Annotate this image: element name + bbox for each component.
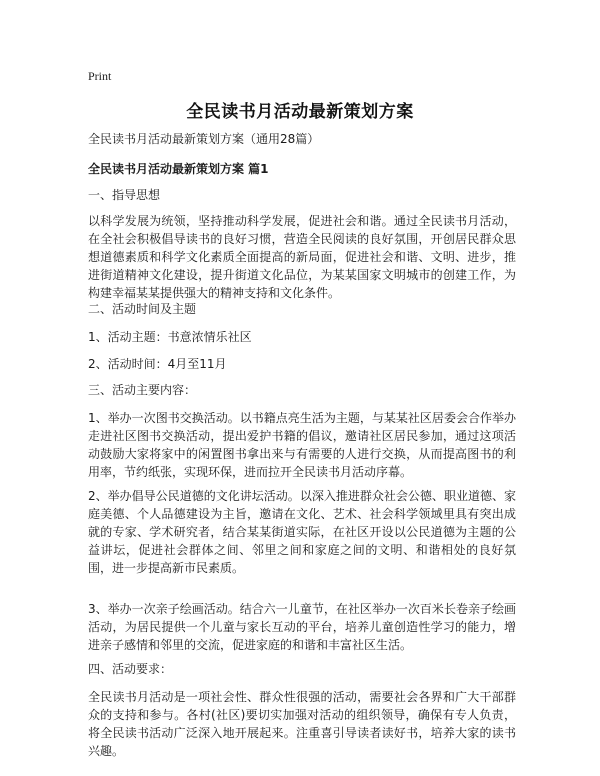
- document-title: 全民读书月活动最新策划方案: [186, 102, 414, 122]
- heading-main-content: 三、活动主要内容：: [88, 383, 197, 397]
- section-title: 全民读书月活动最新策划方案 篇1: [88, 162, 269, 176]
- paragraph-requirements: 全民读书月活动是一项社会性、群众性很强的活动，需要社会各界和广大干部群众的支持和参与。各村(社区)要切实加强对活动的组织领导，确保有专人负责，将全民读书活动广泛深入地开展起来。注重喜引导读者读好书，培养大家的读书兴趣。: [88, 690, 516, 758]
- heading-requirements: 四、活动要求：: [88, 662, 173, 676]
- print-link[interactable]: Print: [88, 69, 112, 83]
- heading-time-and-theme: 二、活动时间及主题: [88, 302, 197, 316]
- content-item-family-painting: 3、举办一次亲子绘画活动。结合六一儿童节，在社区举办一次百米长卷亲子绘画活动，为居民提供一个儿童与家长互动的平台，培养儿童创造性学习的能力，增进亲子感情和邻里的交流，促进家庭的和谐和丰富社区生活。: [88, 602, 516, 652]
- heading-guiding-ideology: 一、指导思想: [88, 188, 161, 202]
- content-item-book-exchange: 1、举办一次图书交换活动。以书籍点亮生活为主题，与某某社区居委会合作举办走进社区图书交换活动，提出爱护书籍的倡议，邀请社区居民参加，通过这项活动鼓励大家将家中的闲置图书拿出来与有需要的人进行交换，从而提高图书的利用率，节约纸张，实现环保，进而拉开全民读书月活动序幕。: [88, 411, 516, 479]
- document-subtitle: 全民读书月活动最新策划方案（通用28篇）: [88, 132, 320, 146]
- activity-time: 2、活动时间：4月至11月: [88, 357, 227, 371]
- content-item-moral-forum: 2、举办倡导公民道德的文化讲坛活动。以深入推进群众社会公德、职业道德、家庭美德、个人品德建设为主旨，邀请在文化、艺术、社会科学领域里具有突出成就的专家、学术研究者，结合某某街道实际，在社区开设以公民道德为主题的公益讲坛，促进社会群体之间、邻里之间和家庭之间的文明、和谐相处的良好氛围，进一步提高新市民素质。: [88, 489, 516, 575]
- activity-theme: 1、活动主题：书意浓情乐社区: [88, 330, 252, 344]
- paragraph-guiding-ideology: 以科学发展为统领，坚持推动科学发展，促进社会和谐。通过全民读书月活动，在全社会积极倡导读书的良好习惯，营造全民阅读的良好氛围，开创居民群众思想道德素质和科学文化素质全面提高的新局面，促进社会和谐、文明、进步，推进街道精神文化建设，提升街道文化品位，为某某国家文明城市的创建工作，为构建幸福某某提供强大的精神支持和文化条件。: [88, 214, 516, 300]
